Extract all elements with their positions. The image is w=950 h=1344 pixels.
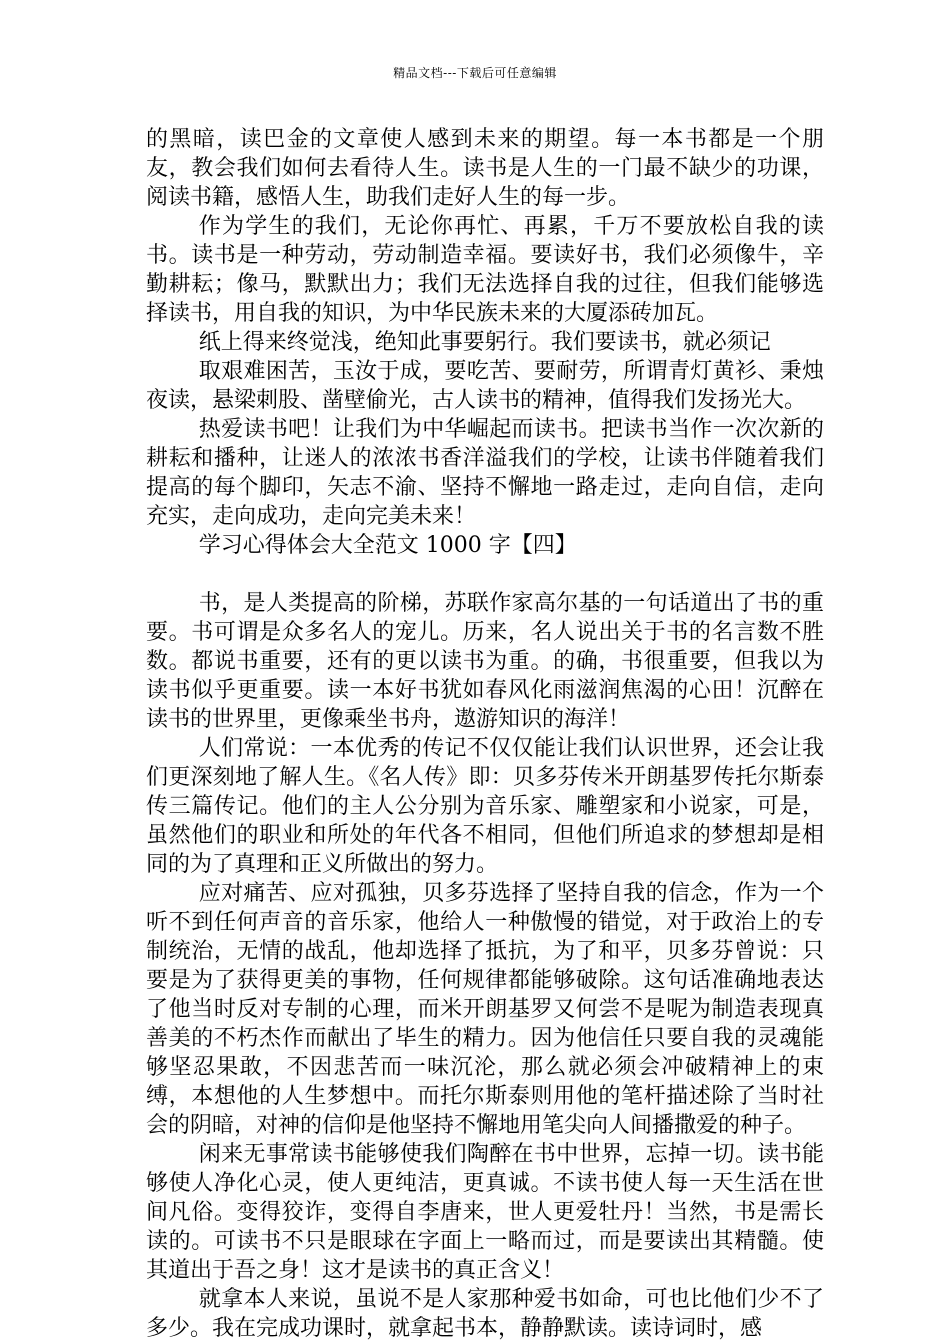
paragraph: 就拿本人来说，虽说不是人家那种爱书如命，可也比他们少不了多少。我在完成功课时，就拿起书本，静静默读。读诗词时，感: [146, 1287, 824, 1341]
page-header: 精品文档---下载后可任意编辑: [393, 66, 557, 80]
blank-line: [146, 560, 824, 589]
paragraph: 热爱读书吧！让我们为中华崛起而读书。把读书当作一次次新的耕耘和播种，让迷人的浓浓书香洋溢我们的学校，让读书伴随着我们提高的每个脚印，矢志不渝、坚持不懈地一路走过，走向自信，走向充实，走向成功，走向完美未来！: [146, 417, 824, 529]
section-heading: 学习心得体会大全范文 1000 字【四】: [198, 533, 577, 558]
paragraph: 纸上得来终觉浅，绝知此事要躬行。我们要读书，就必须记: [198, 330, 771, 355]
paragraph: 作为学生的我们，无论你再忙、再累，千万不要放松自我的读书。读书是一种劳动，劳动制造幸福。要读好书，我们必须像牛，辛勤耕耘；像马，默默出力；我们无法选择自我的过往，但我们能够选择读书，用自我的知识，为中华民族未来的大厦添砖加瓦。: [146, 214, 824, 326]
paragraph: 取艰难困苦，玉汝于成，要吃苦、要耐劳，所谓青灯黄衫、秉烛夜读，悬梁刺股、凿壁偷光，古人读书的精神，值得我们发扬光大。: [146, 359, 824, 413]
paragraph: 人们常说：一本优秀的传记不仅仅能让我们认识世界，还会让我们更深刻地了解人生。《名人传》即：贝多芬传米开朗基罗传托尔斯泰传三篇传记。他们的主人公分别为音乐家、雕塑家和小说家，可是，虽然他们的职业和所处的年代各不相同，但他们所追求的梦想却是相同的为了真理和正义所做出的努力。: [146, 736, 824, 877]
document-body: [146, 125, 824, 1343]
paragraph: 应对痛苦、应对孤独，贝多芬选择了坚持自我的信念，作为一个听不到任何声音的音乐家，他给人一种傲慢的错觉，对于政治上的专制统治，无情的战乱，他却选择了抵抗，为了和平，贝多芬曾说：只要是为了获得更美的事物，任何规律都能够破除。这句话准确地表达了他当时反对专制的心理，而米开朗基罗又何尝不是呢为制造表现真善美的不朽杰作而献出了毕生的精力。因为他信任只要自我的灵魂能够坚忍果敢，不因悲苦而一味沉沦，那么就必须会冲破精神上的束缚，本想他的人生梦想中。而托尔斯泰则用他的笔杆描述除了当时社会的阴暗，对神的信仰是他坚持不懈地用笔尖向人间播撒爱的种子。: [146, 881, 824, 1138]
paragraph: 书，是人类提高的阶梯，苏联作家高尔基的一句话道出了书的重要。书可谓是众多名人的宠儿。历来，名人说出关于书的名言数不胜数。都说书重要，还有的更以读书为重。的确，书很重要，但我以为读书似乎更重要。读一本好书犹如春风化雨滋润焦渴的心田！沉醉在读书的世界里，更像乘坐书舟，遨游知识的海洋！: [146, 591, 824, 732]
paragraph: 的黑暗，读巴金的文章使人感到未来的期望。每一本书都是一个朋友，教会我们如何去看待人生。读书是人生的一门最不缺少的功课，阅读书籍，感悟人生，助我们走好人生的每一步。: [146, 127, 824, 210]
paragraph: 闲来无事常读书能够使我们陶醉在书中世界，忘掉一切。读书能够使人净化心灵，使人更纯洁，更真诚。不读书使人每一天生活在世间凡俗。变得狡诈，变得自李唐来，世人更爱牡丹！当然，书是需长读的。可读书不只是眼球在字面上一略而过，而是要读出其精髓。使其道出于吾之身！这才是读书的真正含义！: [146, 1142, 824, 1283]
